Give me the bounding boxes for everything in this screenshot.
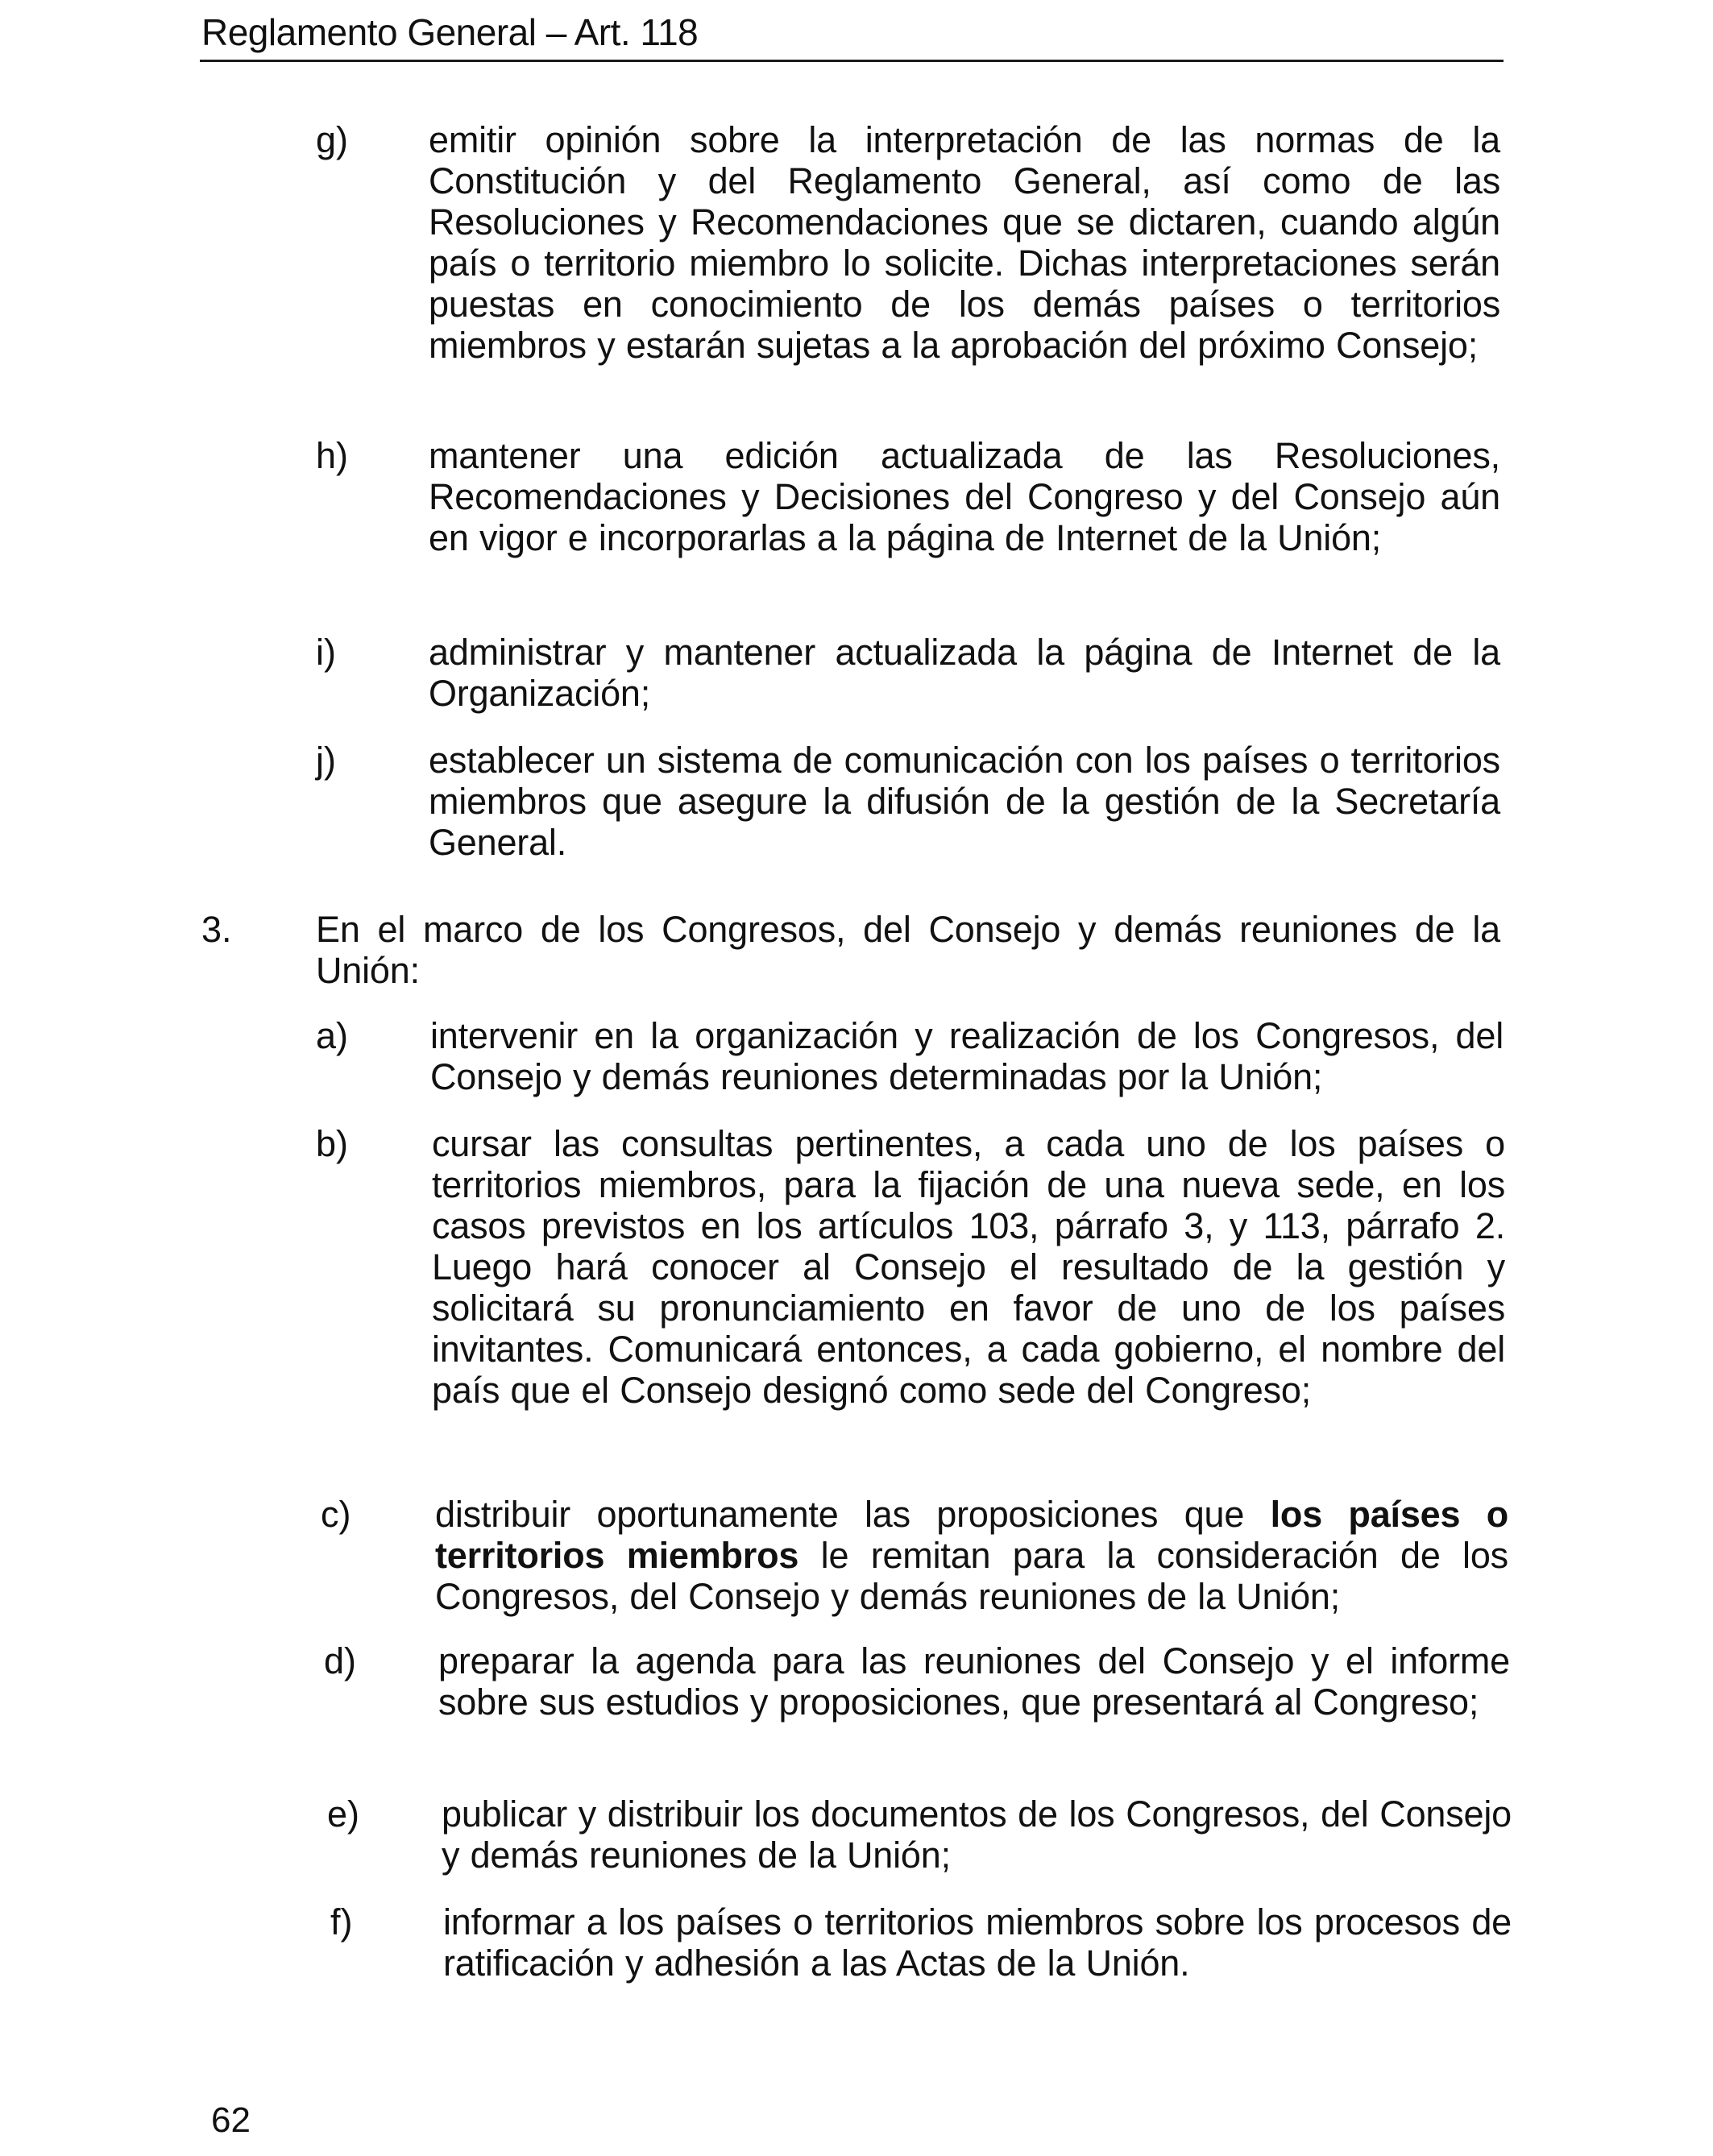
item-text-start: distribuir oportunamente las proposiciones que xyxy=(435,1494,1271,1535)
item-text: emitir opinión sobre la interpretación de las normas de la Constitución y del Reglamento General, así como de las Resoluciones y Recomendaciones que se dictaren, cuando algún país o territorio miembro lo solicite. Dichas interpretaciones serán puestas en conocimiento de los demás países o territorios miembros y estarán sujetas a la aprobación del próximo Consejo; xyxy=(429,119,1500,366)
header-title: Reglamento General – Art. 118 xyxy=(201,11,699,53)
item-label: d) xyxy=(324,1640,357,1681)
item-label: a) xyxy=(316,1015,349,1056)
item-label: e) xyxy=(327,1793,360,1835)
item-text: mantener una edición actualizada de las Resoluciones, Recomendaciones y Decisiones del Congreso y del Consejo aún en vigor e incorporarlas a la página de Internet de la Unión; xyxy=(429,435,1500,558)
item-text: cursar las consultas pertinentes, a cada uno de los países o territorios miembros, para la fijación de una nueva sede, en los casos previstos en los artículos 103, párrafo 3, y 113, párrafo 2. Luego hará conocer al Consejo el resultado de la gestión y solicitará su pronunciamiento en favor de uno de los países invitantes. Comunicará entonces, a cada gobierno, el nombre del país que el Consejo designó como sede del Congreso; xyxy=(432,1123,1505,1411)
item-text: intervenir en la organización y realización de los Congresos, del Consejo y demás reuniones determinadas por la Unión; xyxy=(430,1015,1504,1097)
page-number: 62 xyxy=(211,2100,251,2140)
item-label: g) xyxy=(316,119,349,160)
item-text: publicar y distribuir los documentos de los Congresos, del Consejo y demás reuniones de la Unión; xyxy=(442,1793,1512,1876)
item-text-end: le remitan para la consideración de los Congresos, del Consejo y demás reuniones de la Unión; xyxy=(435,1535,1508,1617)
item-label: c) xyxy=(321,1494,351,1535)
section-text: En el marco de los Congresos, del Consejo y demás reuniones de la Unión: xyxy=(316,909,1500,991)
section-number: 3. xyxy=(201,909,232,950)
item-label: h) xyxy=(316,435,349,476)
item-text: preparar la agenda para las reuniones del Consejo y el informe sobre sus estudios y proposiciones, que presentará al Congreso; xyxy=(438,1640,1510,1723)
item-text xyxy=(435,1494,1508,1617)
item-label: f) xyxy=(330,1901,353,1942)
running-header xyxy=(200,6,1504,62)
item-text: informar a los países o territorios miembros sobre los procesos de ratificación y adhesión a las Actas de la Unión. xyxy=(443,1901,1512,1984)
item-text: establecer un sistema de comunicación con los países o territorios miembros que asegure la difusión de la gestión de la Secretaría General. xyxy=(429,740,1500,863)
item-text: administrar y mantener actualizada la página de Internet de la Organización; xyxy=(429,632,1500,714)
item-text-bold: los países o territorios miembros xyxy=(435,1494,1508,1576)
item-label: i) xyxy=(316,632,336,673)
item-label: b) xyxy=(316,1123,349,1164)
item-label: j) xyxy=(316,740,336,781)
